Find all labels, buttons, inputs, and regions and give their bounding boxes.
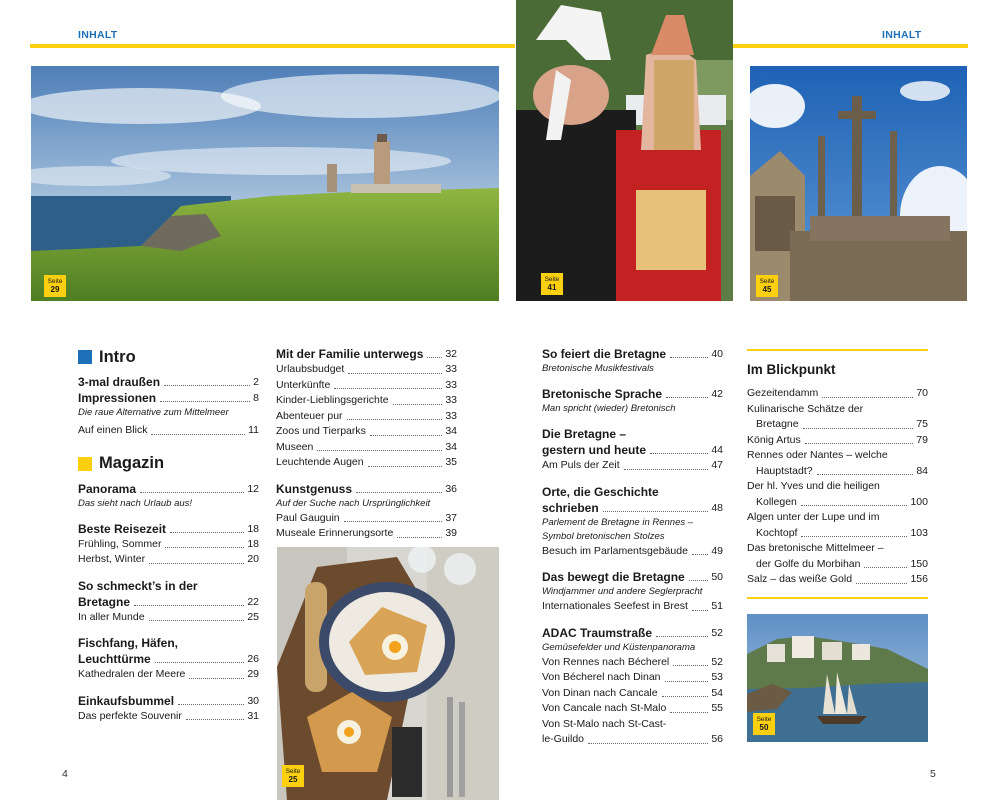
page-number: 44 [711, 444, 723, 456]
toc-entry[interactable] [78, 423, 259, 439]
leader-dots [348, 373, 442, 374]
page-number: 31 [247, 709, 259, 722]
square-marker-icon [78, 457, 92, 471]
page-number: 52 [711, 626, 723, 639]
entry-subtitle: Auf der Suche nach Ursprünglichkeit [276, 497, 431, 509]
toc-entry[interactable] [542, 544, 723, 560]
entry-label: Von Rennes nach Bécherel [542, 655, 670, 668]
page-number: 54 [711, 686, 723, 699]
header-rule-right [733, 44, 968, 48]
entry-label: So feiert die Bretagne [542, 347, 667, 361]
toc-entry[interactable] [747, 417, 928, 433]
toc-entry-first-line[interactable] [747, 479, 928, 495]
leader-dots [347, 419, 443, 420]
leader-dots [692, 554, 708, 555]
toc-entry[interactable] [276, 440, 457, 456]
entry-label[interactable]: So schmeckt’s in der [78, 578, 198, 593]
entry-label: Das perfekte Souvenir [78, 709, 182, 722]
page-number: 12 [247, 482, 259, 495]
toc-entry[interactable] [542, 732, 723, 748]
toc-entry-first-line[interactable] [747, 448, 928, 464]
page-number: 36 [445, 482, 457, 495]
toc-entry[interactable] [276, 346, 457, 362]
toc-entry[interactable] [276, 362, 457, 378]
page-number: 39 [445, 527, 457, 539]
entry-label[interactable]: Fischfang, Häfen, [78, 636, 179, 650]
toc-entry[interactable] [276, 481, 457, 497]
page-number: 47 [711, 459, 723, 471]
calvary-photo [750, 66, 967, 301]
toc-column-1 [78, 346, 259, 724]
page-number: 32 [445, 348, 457, 360]
toc-entry[interactable] [542, 458, 723, 474]
toc-entry[interactable] [747, 386, 928, 402]
entry-label: Frühling, Sommer [78, 537, 162, 550]
toc-entry[interactable] [78, 481, 259, 497]
section-title: Magazin [99, 454, 165, 472]
leader-dots [656, 636, 708, 637]
toc-entry[interactable] [542, 599, 723, 615]
leader-dots [588, 743, 708, 744]
toc-entry[interactable] [78, 552, 259, 568]
page-number: 48 [711, 501, 723, 514]
leader-dots [673, 665, 708, 666]
entry-label: Das bretonische Mittelmeer – [747, 542, 884, 554]
leader-dots [817, 474, 914, 475]
entry-label: Das bewegt die Bretagne [542, 570, 685, 584]
entry-label: Auf einen Blick [78, 424, 148, 436]
page-number: 29 [247, 668, 259, 680]
page-number: 156 [910, 573, 928, 585]
page-number: 84 [916, 464, 928, 477]
page-number: 79 [916, 433, 928, 446]
toc-entry[interactable] [78, 693, 259, 709]
page-badge [44, 275, 66, 297]
leader-dots [178, 704, 244, 705]
toc-entry[interactable] [542, 386, 723, 402]
leader-dots [149, 563, 244, 564]
page-number: 34 [445, 425, 457, 437]
page-number: 50 [711, 571, 723, 583]
leader-dots [160, 401, 250, 402]
page-number: 70 [916, 387, 928, 399]
leader-dots [692, 610, 708, 611]
toc-entry[interactable] [747, 557, 928, 573]
entry-label: Urlaubsbudget [276, 363, 345, 375]
entry-label: Kinder-Lieblingsgerichte [276, 394, 389, 406]
entry-label: Herbst, Winter [78, 553, 146, 565]
page-badge [282, 765, 304, 787]
leader-dots [427, 357, 442, 358]
leader-dots [186, 719, 244, 720]
badge-number: 29 [50, 285, 60, 294]
entry-label: Einkaufsbummel [78, 693, 175, 708]
leader-dots [803, 428, 914, 429]
entry-label: Zoos und Tierparks [276, 425, 366, 437]
entry-label: schrieben [542, 500, 599, 515]
page-badge [753, 713, 775, 735]
entry-label: Der hl. Yves und die heiligen [747, 480, 880, 492]
entry-label: Beste Reisezeit [78, 521, 167, 536]
toc-entry[interactable] [542, 655, 723, 671]
entry-label: 3-mal draußen [78, 375, 161, 389]
leader-dots [670, 712, 708, 713]
toc-entry[interactable] [542, 686, 723, 702]
page-number: 150 [910, 557, 928, 570]
entry-label: Von St-Malo nach St-Cast- [542, 717, 667, 730]
entry-label: le-Guildo [542, 733, 585, 745]
page-number: 25 [247, 610, 259, 623]
leader-dots [805, 443, 914, 444]
toc-entry[interactable] [78, 651, 259, 667]
entry-subtitle: Gemüsefelder und Küstenpanorama [542, 641, 696, 653]
entry-subtitle: Das sieht nach Urlaub aus! [78, 497, 193, 509]
leader-dots [624, 469, 709, 470]
entry-subtitle: Man spricht (wieder) Bretonisch [542, 403, 676, 414]
im-blickpunkt-rule-bottom [747, 597, 928, 599]
badge-word: Seite [47, 278, 63, 285]
page-number: 52 [711, 655, 723, 668]
page-number: 75 [916, 418, 928, 430]
page-number: 33 [445, 394, 457, 406]
section-intro [78, 346, 259, 368]
entry-label: Unterkünfte [276, 378, 331, 391]
entry-label: Kulinarische Schätze der [747, 402, 864, 415]
entry-label: gestern und heute [542, 443, 647, 457]
page-number: 49 [711, 544, 723, 557]
entry-label: Kollegen [756, 495, 797, 508]
toc-entry[interactable] [78, 537, 259, 553]
toc-entry[interactable] [542, 500, 723, 516]
toc-entry[interactable] [78, 709, 259, 725]
toc-entry[interactable] [276, 424, 457, 440]
leader-dots [165, 547, 244, 548]
page-number: 35 [445, 456, 457, 468]
entry-label: Leuchtende Augen [276, 456, 364, 468]
page-number: 37 [445, 511, 457, 524]
leader-dots [140, 492, 244, 493]
page-number: 51 [711, 600, 723, 612]
leader-dots [650, 453, 708, 454]
page-number: 40 [711, 348, 723, 360]
entry-label: Abenteuer pur [276, 409, 343, 422]
lighthouse-coast-photo [31, 66, 499, 301]
toc-column-3 [542, 346, 723, 748]
entry-label: Hauptstadt? [756, 464, 813, 477]
entry-subtitle: Die raue Alternative zum Mittelmeer [78, 407, 229, 418]
entry-label: Kathedralen der Meere [78, 668, 186, 680]
leader-dots [155, 662, 245, 663]
section-header-right: INHALT [882, 29, 922, 41]
entry-label: Von Dinan nach Cancale [542, 686, 658, 699]
leader-dots [151, 434, 245, 435]
entry-label: Paul Gauguin [276, 511, 340, 524]
page-number: 2 [253, 376, 259, 388]
leader-dots [356, 492, 442, 493]
page-number: 33 [445, 409, 457, 422]
leader-dots [670, 357, 708, 358]
toc-entry[interactable] [747, 526, 928, 542]
toc-entry[interactable] [542, 701, 723, 717]
toc-entry[interactable] [276, 511, 457, 527]
entry-label: Gezeitendamm [747, 387, 819, 399]
leader-dots [801, 536, 907, 537]
page-number: 22 [247, 595, 259, 608]
leader-dots [856, 583, 907, 584]
toc-entry[interactable] [542, 569, 723, 585]
entry-label: Museale Erinnerungsorte [276, 527, 394, 539]
entry-label[interactable]: Die Bretagne – [542, 427, 627, 441]
entry-subtitle: Symbol bretonischen Stolzes [542, 530, 665, 542]
page-number: 100 [910, 495, 928, 508]
toc-entry[interactable] [747, 464, 928, 480]
leader-dots [189, 678, 244, 679]
badge-number: 41 [547, 283, 557, 292]
page-number: 53 [711, 671, 723, 683]
entry-label: Von Cancale nach St-Malo [542, 702, 667, 714]
toc-entry[interactable] [747, 572, 928, 588]
crepes-photo [277, 547, 499, 800]
toc-entry[interactable] [78, 521, 259, 537]
leader-dots [344, 521, 443, 522]
toc-entry-first-line[interactable] [747, 510, 928, 526]
entry-label[interactable]: Orte, die Geschichte [542, 484, 659, 499]
toc-entry[interactable] [276, 526, 457, 542]
leader-dots [149, 620, 245, 621]
page-number: 8 [253, 392, 259, 404]
leader-dots [822, 397, 913, 398]
entry-label: der Golfe du Morbihan [756, 557, 861, 570]
entry-label: Museen [276, 440, 314, 453]
leader-dots [334, 388, 442, 389]
page-number: 11 [248, 424, 259, 436]
entry-label: Von Bécherel nach Dinan [542, 671, 661, 683]
toc-entry[interactable] [276, 409, 457, 425]
badge-number: 45 [762, 285, 772, 294]
toc-entry[interactable] [78, 610, 259, 626]
leader-dots [603, 511, 709, 512]
leader-dots [370, 435, 442, 436]
section-header-left: INHALT [78, 29, 118, 41]
page-number: 33 [445, 363, 457, 375]
section-title: Im Blickpunkt [747, 362, 836, 377]
leader-dots [689, 580, 709, 581]
entry-label: In aller Munde [78, 610, 145, 623]
toc-column-4 [747, 349, 928, 599]
badge-number: 50 [759, 723, 769, 732]
entry-label: Internationales Seefest in Brest [542, 600, 688, 612]
page-number: 18 [247, 537, 259, 550]
entry-label: Panorama [78, 481, 137, 496]
section-magazin [78, 453, 259, 475]
leader-dots [368, 466, 443, 467]
entry-label: Bretagne [756, 418, 799, 430]
page-number: 103 [910, 526, 928, 539]
page-number: 30 [247, 694, 259, 707]
page-number: 34 [445, 440, 457, 453]
section-title: Intro [99, 347, 136, 366]
leader-dots [801, 505, 908, 506]
leader-dots [164, 385, 250, 386]
entry-label: Rennes oder Nantes – welche [747, 449, 888, 461]
leader-dots [317, 450, 442, 451]
toc-entry[interactable] [542, 625, 723, 641]
leader-dots [662, 696, 709, 697]
toc-entry[interactable] [542, 346, 723, 362]
entry-label: Bretonische Sprache [542, 387, 663, 401]
toc-entry[interactable] [542, 670, 723, 686]
entry-label: Kunstgenuss [276, 481, 353, 496]
leader-dots [864, 567, 907, 568]
entry-label: Am Puls der Zeit [542, 459, 620, 471]
toc-entry[interactable] [78, 374, 259, 390]
entry-label: Algen unter der Lupe und im [747, 511, 880, 523]
toc-entry[interactable] [747, 433, 928, 449]
breton-costume-photo [516, 0, 733, 301]
leader-dots [666, 397, 708, 398]
entry-label: Impressionen [78, 391, 157, 405]
toc-entry[interactable] [78, 667, 259, 683]
page-number: 56 [711, 733, 723, 745]
toc-column-2 [276, 346, 457, 542]
entry-subtitle: Bretonische Musikfestivals [542, 363, 654, 374]
entry-label: Besuch im Parlamentsgebäude [542, 544, 688, 557]
entry-label: Leuchttürme [78, 652, 151, 666]
leader-dots [170, 532, 244, 533]
toc-entry-first-line[interactable] [747, 541, 928, 557]
toc-entry[interactable] [276, 378, 457, 394]
entry-label: Salz – das weiße Gold [747, 573, 853, 585]
entry-label: Kochtopf [756, 526, 798, 539]
entry-subtitle: Parlement de Bretagne in Rennes – [542, 516, 694, 528]
page-badge [756, 275, 778, 297]
page-number: 20 [247, 553, 259, 565]
header-rule-left [30, 44, 515, 48]
toc-entry[interactable] [78, 594, 259, 610]
page-number: 33 [445, 378, 457, 391]
leader-dots [397, 537, 442, 538]
toc-entry[interactable] [276, 393, 457, 409]
page-number: 42 [711, 388, 723, 400]
page-number-left: 4 [62, 768, 68, 780]
toc-entry[interactable] [78, 390, 259, 406]
page-number-right: 5 [930, 768, 936, 780]
toc-entry-first-line[interactable] [747, 402, 928, 418]
entry-label: Mit der Familie unterwegs [276, 347, 424, 361]
leader-dots [134, 605, 244, 606]
toc-entry[interactable] [542, 442, 723, 458]
page-number: 26 [247, 653, 259, 665]
toc-entry-first-line[interactable] [542, 717, 723, 733]
badge-word: Seite [759, 278, 775, 285]
badge-word: Seite [544, 276, 560, 283]
page-number: 18 [247, 522, 259, 535]
leader-dots [665, 681, 709, 682]
entry-label: Bretagne [78, 594, 131, 609]
entry-label: König Artus [747, 433, 801, 446]
entry-subtitle: Windjammer und andere Seglerpracht [542, 586, 703, 597]
toc-entry[interactable] [276, 455, 457, 471]
badge-number: 25 [288, 775, 298, 784]
badge-word: Seite [285, 768, 301, 775]
toc-entry[interactable] [747, 495, 928, 511]
entry-label: ADAC Traumstraße [542, 625, 653, 640]
page-number: 55 [711, 702, 723, 714]
leader-dots [393, 404, 443, 405]
harbor-sailboat-photo [747, 614, 928, 742]
square-marker-icon [78, 350, 92, 364]
page-badge [541, 273, 563, 295]
badge-word: Seite [756, 716, 772, 723]
